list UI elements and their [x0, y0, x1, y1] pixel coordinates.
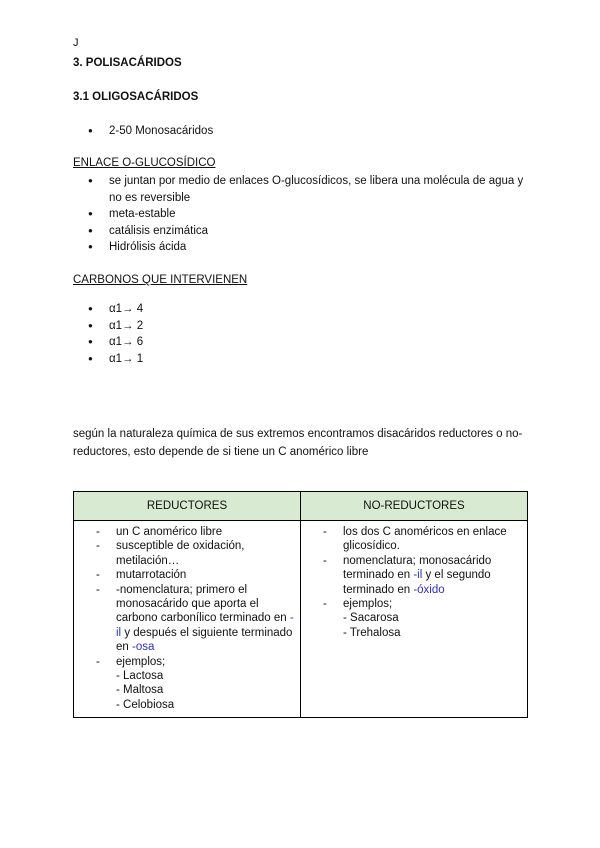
cell-no-reductores	[301, 521, 528, 718]
list-item	[78, 655, 296, 713]
example-sacarosa: - Sacarosa	[343, 612, 399, 625]
list-item: ● α1→ 1	[88, 351, 528, 368]
section-title-carbonos: CARBONOS QUE INTERVIENEN	[73, 274, 248, 286]
examples-label: - ejemplos;	[343, 598, 393, 611]
intro-list	[88, 123, 528, 140]
text-span: y después el siguiente terminado en	[116, 626, 293, 654]
list-item: - un C anomérico libre	[78, 525, 296, 539]
list-item: - los dos C anoméricos en enlace glicosídico.	[305, 525, 523, 554]
example-maltosa: - Maltosa	[116, 684, 164, 697]
suffix-osa: -osa	[132, 641, 155, 654]
table-row	[74, 521, 528, 718]
suffix-oxido: -óxido	[413, 583, 445, 596]
disacaridos-table	[73, 491, 528, 718]
section-title-enlace: ENLACE O-GLUCOSÍDICO	[73, 157, 216, 169]
header-no-reductores: NO-REDUCTORES	[301, 492, 528, 521]
list-item: ● 2-50 Monosacáridos	[88, 123, 528, 140]
list-item: ● catálisis enzimática	[88, 223, 528, 240]
header-reductores: REDUCTORES	[74, 492, 301, 521]
enlace-list	[88, 173, 528, 256]
list-item: - susceptible de oxidación, metilación…	[78, 539, 296, 568]
example-trehalosa: - Trehalosa	[343, 626, 401, 639]
corner-letter: J	[73, 37, 79, 49]
table-header-row	[74, 492, 528, 521]
example-celobiosa: - Celobiosa	[116, 698, 175, 711]
list-item	[78, 583, 296, 655]
list-item: ● Hidrólisis ácida	[88, 239, 528, 256]
examples-label: - ejemplos;	[116, 655, 166, 668]
list-item	[305, 554, 523, 597]
text-span: nomenclatura; monosacárido terminado en	[343, 554, 492, 582]
carbonos-list	[88, 301, 528, 367]
text-span: -nomenclatura; primero el monosacárido que aporta el carbono carbonílico terminado en	[116, 583, 290, 625]
heading-polisacaridos: 3. POLISACÁRIDOS	[73, 57, 182, 69]
list-item: ● α1→ 6	[88, 334, 528, 351]
intro-paragraph: según la naturaleza química de sus extremos encontramos disacáridos reductores o no-reductores, esto depende de si tiene un C anomérico libre	[73, 428, 523, 458]
suffix-il: -il	[413, 569, 423, 582]
suffix-il: -il	[116, 612, 294, 639]
list-item: ● se juntan por medio de enlaces O-glucosídicos, se libera una molécula de agua y no es reversible	[88, 173, 528, 206]
cell-reductores	[74, 521, 301, 718]
heading-oligosacaridos: 3.1 OLIGOSACÁRIDOS	[73, 91, 199, 103]
example-lactosa: - Lactosa	[116, 670, 164, 683]
list-item: ● meta-estable	[88, 206, 528, 223]
list-item: ● α1→ 2	[88, 318, 528, 335]
text-span: y el segundo terminado en	[343, 569, 491, 596]
list-item: ● α1→ 4	[88, 301, 528, 318]
list-item	[305, 597, 523, 640]
list-item: - mutarrotación	[78, 568, 296, 582]
